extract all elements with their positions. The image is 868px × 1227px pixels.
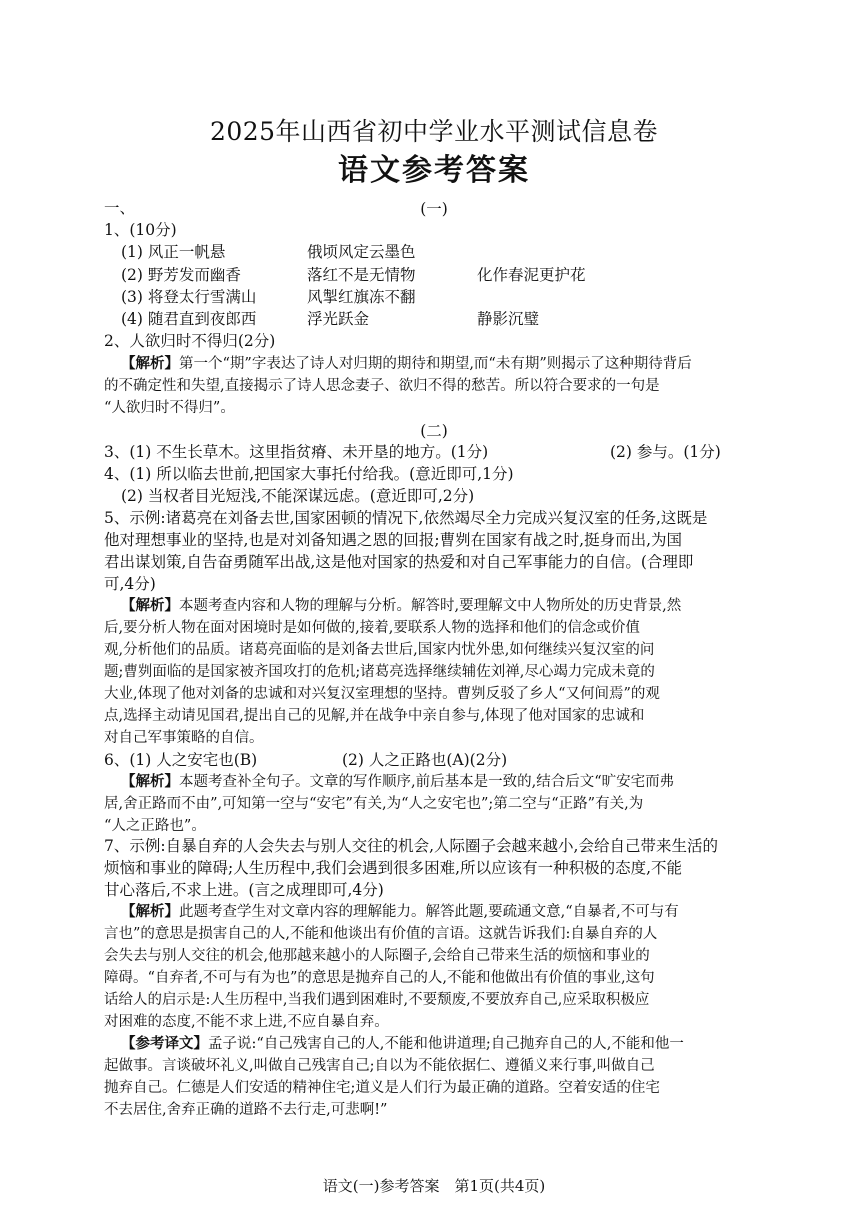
q7-answer-line1: 7、示例:自暴自弃的人会失去与别人交往的机会,人际圈子会越来越小,会给自己带来生活的 <box>104 837 718 855</box>
section-two-label: (二) <box>420 422 448 440</box>
q1-row2-col2: 落红不是无情物 <box>307 266 416 284</box>
analysis-tag: 【解析】 <box>121 903 179 920</box>
q2-answer: 2、人欲归时不得归(2分) <box>104 332 276 350</box>
q7-translation-line3: 抛弃自己。仁德是人们安适的精神住宅;道义是人们行为最正确的道路。空着安适的住宅 <box>104 1080 660 1096</box>
q7-analysis-line6: 对困难的态度,不能不求上进,不应自暴自弃。 <box>104 1014 389 1030</box>
q1-row2-col3: 化作春泥更护花 <box>477 266 586 284</box>
part-one-marker: 一、 <box>104 199 136 217</box>
q5-analysis-line6: 点,选择主动请见国君,提出自己的见解,并在战争中亲自参与,体现了他对国家的忠诚和 <box>104 708 645 724</box>
q6-analysis-line3: “人之正路也”。 <box>104 818 206 834</box>
document-title: 2025年山西省初中学业水平测试信息卷 <box>209 117 659 146</box>
q5-answer-line2: 他对理想事业的坚持,也是对刘备知遇之恩的回报;曹刿在国家有战之时,挺身而出,为国 <box>104 531 683 549</box>
q6-analysis-line1: 【解析】本题考查补全句子。文章的写作顺序,前后基本是一致的,结合后文“旷安宅而弗 <box>121 773 675 790</box>
q7-analysis-line5: 话给人的启示是:人生历程中,当我们遇到困难时,不要颓废,不要放弃自己,应采取积极应 <box>104 992 650 1008</box>
q6-analysis-line2: 居,舍正路而不由”,可知第一空与“安宅”有关,为“人之安宅也”;第二空与“正路”有关,为 <box>104 796 644 812</box>
q5-analysis-line7: 对自己军事策略的自信。 <box>104 730 264 746</box>
q5-answer-line1: 5、示例:诸葛亮在刘备去世,国家困顿的情况下,依然竭尽全力完成兴复汉室的任务,这既是 <box>104 509 708 527</box>
q1-row4-col2: 浮光跃金 <box>307 310 370 328</box>
q7-answer-line3: 甘心落后,不求上进。(言之成理即可,4分) <box>104 881 384 899</box>
q7-analysis-line4: 障碍。“自弃者,不可与有为也”的意思是抛弃自己的人,不能和他做出有价值的事业,这句 <box>104 970 655 986</box>
q7-answer-line2: 烦恼和事业的障碍;人生历程中,我们会遇到很多困难,所以应该有一种积极的态度,不能 <box>104 859 683 877</box>
q1-label: 1、(10分) <box>104 221 177 239</box>
q1-row2-col1: (2) 野芳发而幽香 <box>121 266 241 284</box>
q5-answer-line4: 可,4分) <box>104 575 156 593</box>
q5-analysis-line2: 后,要分析人物在面对困境时是如何做的,接着,要联系人物的选择和他们的信念或价值 <box>104 620 640 636</box>
page-footer: 语文(一)参考答案 第1页(共4页) <box>322 1177 546 1195</box>
q5-analysis-line4: 题;曹刿面临的是国家被齐国攻打的危机;诸葛亮选择继续辅佐刘禅,尽心竭力完成未竟的 <box>104 664 655 680</box>
q7-analysis-line2: 言也”的意思是损害自己的人,不能和他谈出有价值的言语。这就告诉我们:自暴自弃的人 <box>104 926 658 942</box>
q2-analysis-line2: 的不确定性和失望,直接揭示了诗人思念妻子、欲归不得的愁苦。所以符合要求的一句是 <box>104 378 660 394</box>
analysis-tag: 【解析】 <box>121 773 179 790</box>
q2-analysis-line1: 【解析】第一个“期”字表达了诗人对归期的期待和期望,而“未有期”则揭示了这种期待背后 <box>121 355 692 372</box>
q7-translation-line1: 【参考译文】孟子说:“自己残害自己的人,不能和他讲道理;自己抛弃自己的人,不能和他一 <box>121 1035 684 1052</box>
translation-tag: 【参考译文】 <box>121 1035 208 1052</box>
q5-analysis-line5: 大业,体现了他对刘备的忠诚和对兴复汉室理想的坚持。曹刿反驳了乡人“又何间焉”的观 <box>104 686 660 702</box>
document-subtitle: 语文参考答案 <box>338 153 530 188</box>
analysis-tag: 【解析】 <box>121 597 179 614</box>
section-one-label: (一) <box>420 200 448 218</box>
q1-row3-col2: 风掣红旗冻不翻 <box>307 288 416 306</box>
q6-part2: (2) 人之正路也(A)(2分) <box>342 751 508 769</box>
q5-analysis-line3: 观,分析他们的品质。诸葛亮面临的是刘备去世后,国家内忧外患,如何继续兴复汉室的问 <box>104 642 655 658</box>
q7-translation-line2: 起做事。言谈破坏礼义,叫做自己残害自己;自以为不能依据仁、遵循义来行事,叫做自己 <box>104 1058 655 1074</box>
q3-part1: 3、(1) 不生长草木。这里指贫瘠、未开垦的地方。(1分) <box>104 443 489 461</box>
q5-analysis-line1: 【解析】本题考查内容和人物的理解与分析。解答时,要理解文中人物所处的历史背景,然 <box>121 597 682 614</box>
q7-analysis-line3: 会失去与别人交往的机会,他那越来越小的人际圈子,会给自己带来生活的烦恼和事业的 <box>104 948 650 964</box>
q7-analysis-line1: 【解析】此题考查学生对文章内容的理解能力。解答此题,要疏通文意,“自暴者,不可与有 <box>121 903 679 920</box>
q1-row4-col1: (4) 随君直到夜郎西 <box>121 310 257 328</box>
q1-row4-col3: 静影沉璧 <box>477 310 540 328</box>
q4-line1: 4、(1) 所以临去世前,把国家大事托付给我。(意近即可,1分) <box>104 465 514 483</box>
q4-line2: (2) 当权者目光短浅,不能深谋远虑。(意近即可,2分) <box>121 487 475 505</box>
q1-row3-col1: (3) 将登太行雪满山 <box>121 288 257 306</box>
q1-row1-col1: (1) 风正一帆悬 <box>121 243 226 261</box>
q2-analysis-line3: “人欲归时不得归”。 <box>104 400 235 416</box>
q5-answer-line3: 君出谋划策,自告奋勇随军出战,这是他对国家的热爱和对自己军事能力的自信。(合理即 <box>104 553 694 571</box>
analysis-tag: 【解析】 <box>121 355 179 372</box>
q1-row1-col2: 俄顷风定云墨色 <box>307 243 416 261</box>
q7-translation-line4: 不去居住,舍弃正确的道路不去行走,可悲啊!” <box>104 1102 388 1118</box>
q3-part2: (2) 参与。(1分) <box>610 443 721 461</box>
q6-part1: 6、(1) 人之安宅也(B) <box>104 751 258 769</box>
